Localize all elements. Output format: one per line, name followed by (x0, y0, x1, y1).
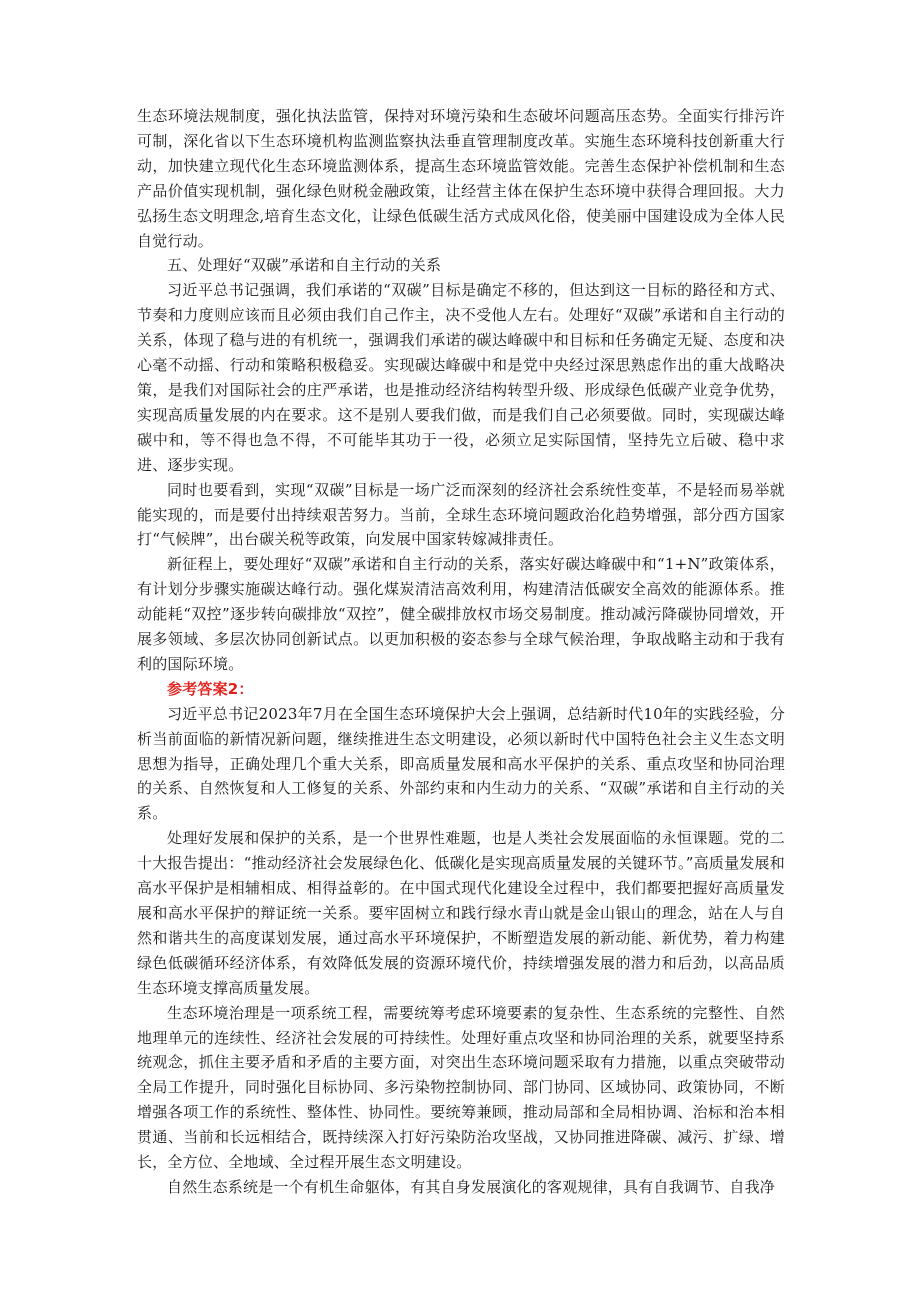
paragraph: 处理好发展和保护的关系，是一个世界性难题，也是人类社会发展面临的永恒课题。党的二十大报告提出：“推动经济社会发展绿色化、低碳化是实现高质量发展的关键环节。”高质量发展和高水平保护是相辅相成、相得益彰的。在中国式现代化建设全过程中，我们都要把握好高质量发展和高水平保护的辩证统一关系。要牢固树立和践行绿水青山就是金山银山的理念，站在人与自然和谐共生的高度谋划发展，通过高水平环境保护，不断塑造发展的新动能、新优势，着力构建绿色低碳循环经济体系，有效降低发展的资源环境代价，持续增强发展的潜力和后劲，以高品质生态环境支撑高质量发展。 (137, 829, 785, 997)
paragraph-continuation: 生态环境法规制度，强化执法监管，保持对环境污染和生态破坏问题高压态势。全面实行排污许可制，深化省以下生态环境机构监测监察执法垂直管理制度改革。实施生态环境科技创新重大行动，加快建立现代化生态环境监测体系，提高生态环境监管效能。完善生态保护补偿机制和生态产品价值实现机制，强化绿色财税金融政策，让经营主体在保护生态环境中获得合理回报。大力弘扬生态文明理念,培育生态文化，让绿色低碳生活方式成风化俗，使美丽中国建设成为全体人民自觉行动。 (137, 107, 785, 250)
paragraph: 新征程上，要处理好“双碳”承诺和自主行动的关系，落实好碳达峰碳中和“1+N”政策体系，有计划分步骤实施碳达峰行动。强化煤炭清洁高效利用，构建清洁低碳安全高效的能源体系。推动能耗“双控”逐步转向碳排放“双控”，健全碳排放权市场交易制度。推动减污降碳协同增效，开展多领域、多层次协同创新试点。以更加积极的姿态参与全球气候治理，争取战略主动和于我有利的国际环境。 (137, 555, 785, 673)
paragraph: 同时也要看到，实现“双碳”目标是一场广泛而深刻的经济社会系统性变革，不是轻而易举就能实现的，而是要付出持续艰苦努力。当前，全球生态环境问题政治化趋势增强，部分西方国家打“气候牌”，出台碳关税等政策，向发展中国家转嫁减排责任。 (137, 480, 785, 549)
paragraph: 生态环境治理是一项系统工程，需要统筹考虑环境要素的复杂性、生态系统的完整性、自然地理单元的连续性、经济社会发展的可持续性。处理好重点攻坚和协同治理的关系，就要坚持系统观念，抓住主要矛盾和矛盾的主要方面，对突出生态环境问题采取有力措施，以重点突破带动全局工作提升，同时强化目标协同、多污染物控制协同、部门协同、区域协同、政策协同，不断增强各项工作的系统性、整体性、协同性。要统筹兼顾，推动局部和全局相协调、治标和治本相贯通、当前和长远相结合，既持续深入打好污染防治攻坚战，又协同推进降碳、减污、扩绿、增长，全方位、全地域、全过程开展生态文明建设。 (137, 1003, 785, 1172)
section-heading: 五、处理好“双碳”承诺和自主行动的关系 (167, 256, 442, 275)
paragraph: 习近平总书记强调，我们承诺的“双碳”目标是确定不移的，但达到这一目标的路径和方式、节奏和力度则应该而且必须由我们自己作主，决不受他人左右。处理好“双碳”承诺和自主行动的关系，体现了稳与进的有机统一，强调我们承诺的碳达峰碳中和目标和任务确定无疑、态度和决心毫不动摇、行动和策略积极稳妥。实现碳达峰碳中和是党中央经过深思熟虑作出的重大战略决策，是我们对国际社会的庄严承诺，也是推动经济结构转型升级、形成绿色低碳产业竞争优势，实现高质量发展的内在要求。这不是别人要我们做，而是我们自己必须要做。同时，实现碳达峰碳中和，等不得也急不得，不可能毕其功于一役，必须立足实际国情，坚持先立后破、稳中求进、逐步实现。 (137, 281, 785, 474)
paragraph: 自然生态系统是一个有机生命躯体，有其自身发展演化的客观规律，具有自我调节、自我净 (167, 1177, 776, 1196)
reference-answer-title: 参考答案2： (167, 679, 254, 698)
paragraph: 习近平总书记2023年7月在全国生态环境保护大会上强调，总结新时代10年的实践经验，分析当前面临的新情况新问题，继续推进生态文明建设，必须以新时代中国特色社会主义生态文明思想为指导，正确处理几个重大关系，即高质量发展和高水平保护的关系、重点攻坚和协同治理的关系、自然恢复和人工修复的关系、外部约束和内生动力的关系、“双碳”承诺和自主行动的关系。 (137, 704, 785, 823)
document-page (137, 104, 785, 1200)
